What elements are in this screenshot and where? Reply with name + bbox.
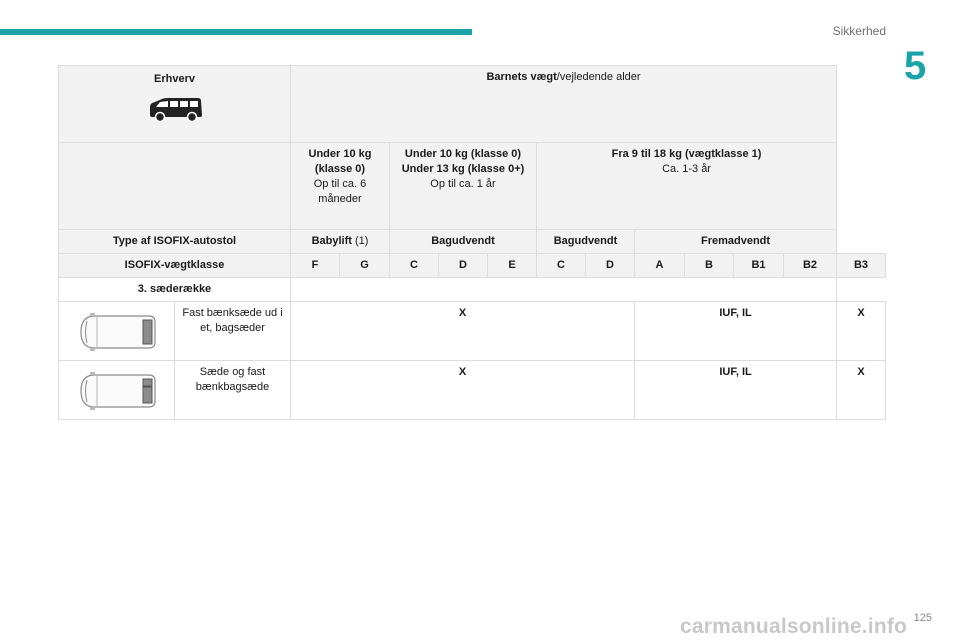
table-row	[59, 361, 886, 420]
page-number: 125	[913, 612, 932, 624]
isofix-type-label: Type af ISOFIX-autostol	[59, 230, 291, 254]
fremadvendt-label: Fremadvendt	[635, 230, 837, 254]
isofix-class-cell: B	[685, 254, 734, 278]
seat-value: X	[291, 302, 635, 361]
isofix-class-label: ISOFIX-vægtklasse	[59, 254, 291, 278]
table-row	[59, 230, 886, 254]
babylift-note: (1)	[351, 235, 369, 247]
section-title: Sikkerhed	[832, 24, 886, 38]
isofix-class-cell: C	[537, 254, 586, 278]
van-top-bench-icon	[75, 312, 159, 352]
van-top-split-seat-icon	[75, 371, 159, 411]
seat-image-cell	[59, 302, 175, 361]
weight-bold-label: Barnets vægt	[486, 71, 557, 83]
class0-weight: Under 10 kg (klasse 0)	[308, 148, 372, 175]
table-row	[59, 143, 886, 230]
class0plus-cell	[390, 143, 537, 230]
empty-cell	[291, 278, 837, 302]
weight-rest-label: /vejledende alder	[556, 71, 641, 83]
seat-value: IUF, IL	[635, 302, 837, 361]
seat-value: IUF, IL	[635, 361, 837, 420]
table-row	[59, 278, 886, 302]
child-weight-header	[291, 66, 837, 143]
seat-value: X	[837, 361, 886, 420]
chapter-number: 5	[904, 44, 927, 88]
seat-image-cell	[59, 361, 175, 420]
isofix-class-cell: F	[291, 254, 340, 278]
isofix-class-cell: A	[635, 254, 685, 278]
class0plus-weight: Under 13 kg (klasse 0+)	[401, 163, 525, 175]
isofix-class-cell: D	[586, 254, 635, 278]
erhverv-label: Erhverv	[154, 73, 195, 85]
seat-value: X	[291, 361, 635, 420]
isofix-class-cell: B1	[734, 254, 784, 278]
class0plus-age: Op til ca. 1 år	[430, 178, 496, 190]
isofix-table	[58, 65, 886, 420]
watermark-text: carmanualsonline.info	[680, 615, 908, 638]
isofix-class-cell: G	[340, 254, 390, 278]
babylift-cell	[291, 230, 390, 254]
van-side-icon	[146, 95, 204, 123]
isofix-class-cell: B3	[837, 254, 886, 278]
isofix-class-cell: D	[439, 254, 488, 278]
empty-cell	[59, 143, 291, 230]
class0-weight-b: Under 10 kg (klasse 0)	[404, 148, 522, 160]
class1-cell	[537, 143, 837, 230]
babylift-label: Babylift	[311, 235, 352, 247]
bagudvendt-label-2: Bagudvendt	[537, 230, 635, 254]
class1-weight: Fra 9 til 18 kg (vægtklasse 1)	[611, 148, 762, 160]
table-row	[59, 66, 886, 143]
isofix-class-cell: B2	[784, 254, 837, 278]
bagudvendt-label-1: Bagudvendt	[390, 230, 537, 254]
third-row-label: 3. sæderække	[59, 278, 291, 302]
class0-cell	[291, 143, 390, 230]
chapter-color-bar	[0, 29, 472, 35]
class0-age: Op til ca. 6 måneder	[313, 178, 367, 205]
seat-description: Fast bænksæde ud i et, bagsæder	[175, 302, 291, 361]
erhverv-cell	[59, 66, 291, 143]
table-row	[59, 302, 886, 361]
isofix-class-cell: E	[488, 254, 537, 278]
table-row	[59, 254, 886, 278]
seat-value: X	[837, 302, 886, 361]
class1-age: Ca. 1-3 år	[662, 163, 711, 175]
seat-description: Sæde og fast bænkbagsæde	[175, 361, 291, 420]
isofix-class-cell: C	[390, 254, 439, 278]
